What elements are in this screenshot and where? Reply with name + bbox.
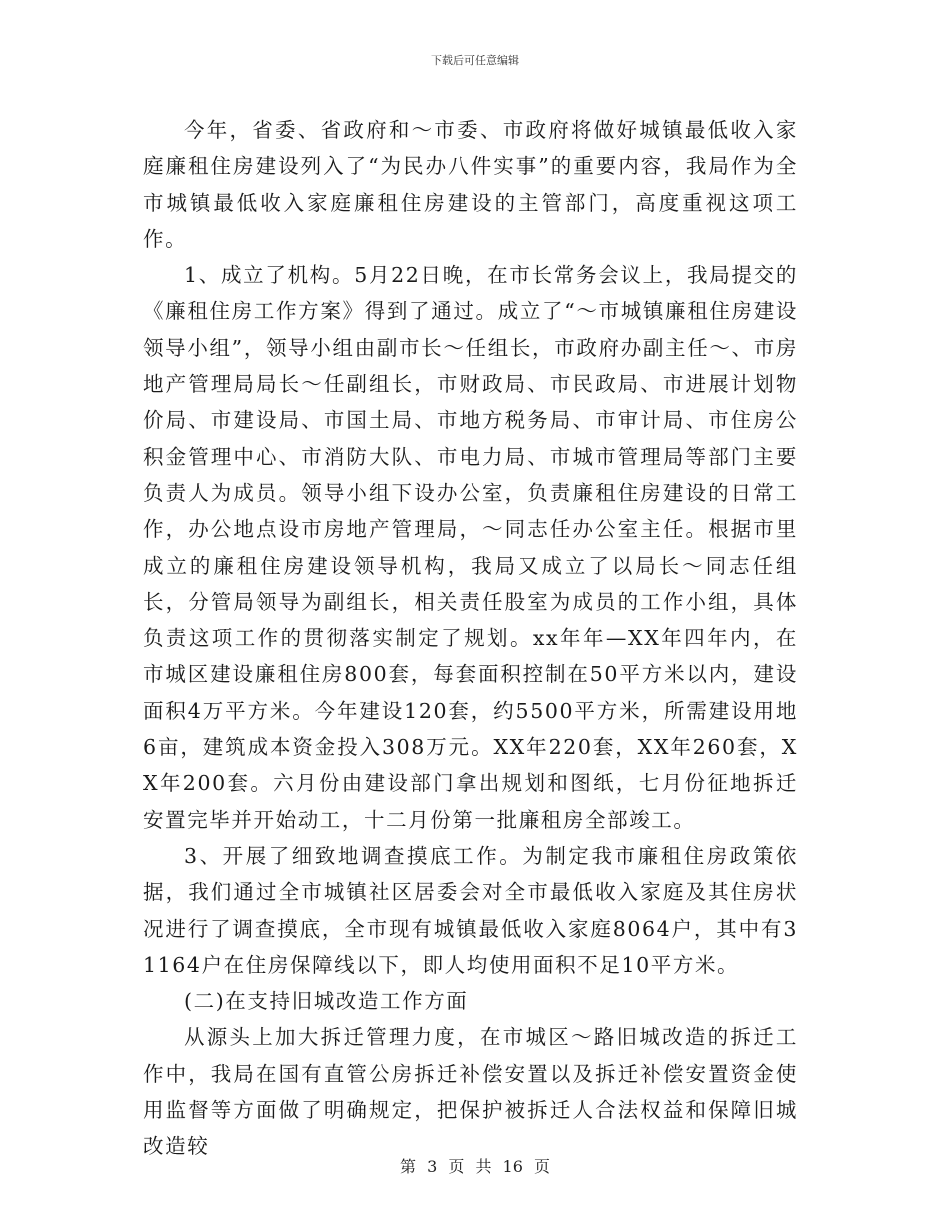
document-body: [143, 112, 798, 1165]
header-note: 下载后可任意编辑: [431, 54, 519, 67]
paragraph: 1、成立了机构。5月22日晚，在市长常务会议上，我局提交的《廉租住房工作方案》得到了通过。成立了“～市城镇廉租住房建设领导小组”，领导小组由副市长～任组长，市政府办副主任～、市房地产管理局局长～任副组长，市财政局、市民政局、市进展计划物价局、市建设局、市国土局、市地方税务局、市审计局、市住房公积金管理中心、市消防大队、市电力局、市城市管理局等部门主要负责人为成员。领导小组下设办公室，负责廉租住房建设的日常工作，办公地点设市房地产管理局，～同志任办公室主任。根据市里成立的廉租住房建设领导机构，我局又成立了以局长～同志任组长，分管局领导为副组长，相关责任股室为成员的工作小组，具体负责这项工作的贯彻落实制定了规划。xx年年—XX年四年内，在市城区建设廉租住房800套，每套面积控制在50平方米以内，建设面积4万平方米。今年建设120套，约5500平方米，所需建设用地6亩，建筑成本资金投入308万元。XX年220套，XX年260套，XX年200套。六月份由建设部门拿出规划和图纸，七月份征地拆迁安置完毕并开始动工，十二月份第一批廉租房全部竣工。: [143, 263, 798, 832]
page-number: 第 3 页 共 16 页: [400, 1157, 550, 1176]
section-heading: (二)在支持旧城改造工作方面: [184, 989, 469, 1014]
paragraph: 3、开展了细致地调查摸底工作。为制定我市廉租住房政策依据，我们通过全市城镇社区居委会对全市最低收入家庭及其住房状况进行了调查摸底，全市现有城镇最低收入家庭8064户，其中有31164户在住房保障线以下，即人均使用面积不足10平方米。: [143, 843, 798, 977]
paragraph: 从源头上加大拆迁管理力度，在市城区～路旧城改造的拆迁工作中，我局在国有直管公房拆迁补偿安置以及拆迁补偿安置资金使用监督等方面做了明确规定，把保护被拆迁人合法权益和保障旧城改造较: [143, 1025, 798, 1159]
paragraph: 今年，省委、省政府和～市委、市政府将做好城镇最低收入家庭廉租住房建设列入了“为民办八件实事”的重要内容，我局作为全市城镇最低收入家庭廉租住房建设的主管部门，高度重视这项工作。: [143, 118, 798, 251]
